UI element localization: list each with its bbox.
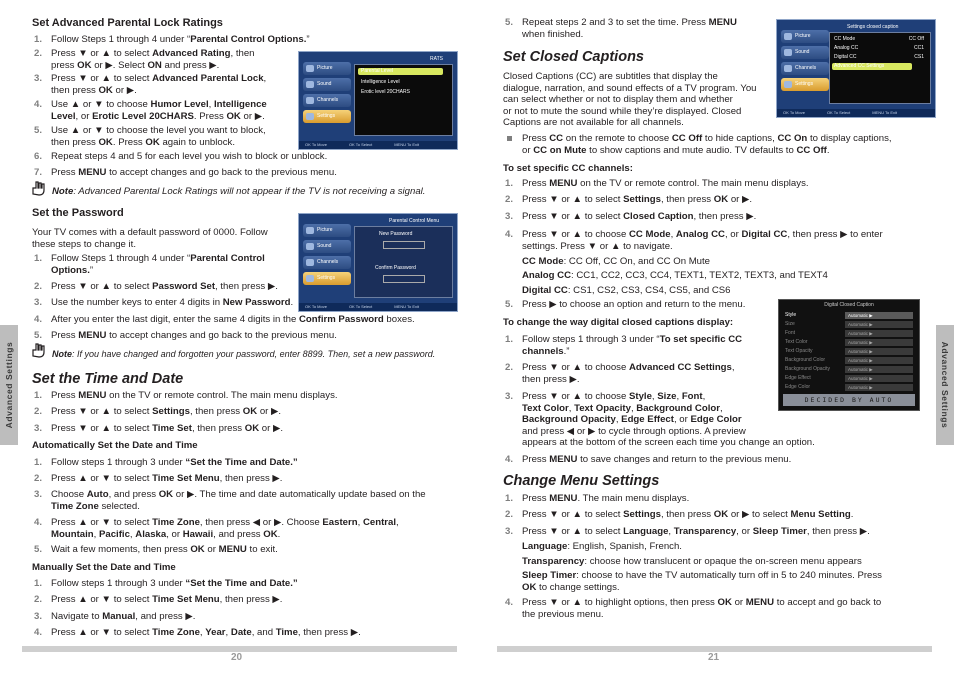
step-text: Follow Steps 1 through 4 under “Parental Control Options.” (51, 34, 310, 45)
dcc-option-label: Background Color (785, 357, 826, 363)
step-text: Press ▼ or ▲ to choose Advanced CC Settings, then press ▶. (522, 362, 735, 385)
step-number: 2. (34, 48, 43, 59)
step-number: 4. (505, 454, 514, 465)
step-text: Navigate to Manual, and press ▶. (51, 611, 196, 622)
step-text: Press ▼ or ▲ to select Closed Caption, then press ▶. (522, 211, 757, 222)
option-line: Language: English, Spanish, French. (522, 541, 682, 552)
step-number: 3. (34, 423, 43, 434)
dcc-option-value: Automatic ▶ (845, 312, 913, 319)
step-number: 4. (34, 99, 43, 110)
step-number: 1. (34, 457, 43, 468)
cc-bullet: Press CC on the remote to choose CC Off to hide captions, CC On to display captions, or CC on Mute to show captions and mute audio. TV defaults to CC Off. (522, 133, 892, 156)
step-text: Press ▲ or ▼ to select Time Zone, then press ◀ or ▶. Choose Eastern, Central, Mountain, Pacific, Alaska, or Hawaii, and press OK. (51, 517, 399, 540)
note-parental: Note: Advanced Parental Lock Ratings will not appear if the TV is not receiving a signal. (52, 186, 426, 197)
step-text: Use ▲ or ▼ to choose Humor Level, Intelligence Level, or Erotic Level 20CHARS. Press OK or ▶. (51, 99, 267, 122)
step-number: 4. (505, 229, 514, 240)
note-password: Note: If you have changed and forgotten your password, enter 8899. Then, set a new password. (52, 349, 436, 359)
step-number: 3. (34, 611, 43, 622)
step-number: 2. (505, 194, 514, 205)
step-text: Choose Auto, and press OK or ▶. The time and date automatically update based on the Time Zone selected. (51, 489, 426, 512)
dcc-option-value: Automatic ▶ (845, 330, 913, 337)
step-text: Press MENU to accept changes and go back to the previous menu. (51, 167, 337, 178)
step-text: Press ▼ or ▲ to select Password Set, then press ▶. (51, 281, 278, 292)
note-hand-icon (31, 180, 49, 198)
screenshot-digital-cc: Digital Closed Caption Style Automatic ▶ Size Automatic ▶ Font Automatic ▶ Text Color Automatic ▶ Text Opacity Automatic ▶ Background Color Automatic ▶ Background Opacity Automatic ▶ Edge Effect Automatic ▶ Edge Color Automatic ▶ DECIDED BY AUTO (778, 299, 920, 411)
step-number: 3. (505, 526, 514, 537)
dcc-option-label: Edge Effect (785, 375, 811, 381)
step-text: Press MENU on the TV or remote control. The main menu displays. (51, 390, 338, 401)
screenshot-password: Parental Control Menu Picture Sound Channels Settings New Password Confirm Password OK To Move OK To Select MENU To Exit (298, 213, 458, 312)
password-intro: Your TV comes with a default password of 0000. Follow these steps to change it. (32, 227, 268, 250)
screenshot-advanced-rating: RATS Picture Sound Channels Settings Parental Level Intelligence Level Erotic level 20CHARS OK To Move OK To Select MENU To Exit (298, 51, 458, 150)
option-line: Digital CC: CS1, CS2, CS3, CS4, CS5, and CS6 (522, 285, 731, 296)
step-number: 2. (34, 594, 43, 605)
step-text: Press MENU. The main menu displays. (522, 493, 690, 504)
step-text: Press ▶ to choose an option and return to the menu. (522, 299, 746, 310)
step-number: 3. (34, 297, 43, 308)
dcc-option-label: Edge Color (785, 384, 811, 390)
step-number: 3. (505, 211, 514, 222)
subsection-auto: Automatically Set the Date and Time (32, 440, 198, 451)
step-text: Follow steps 1 through 3 under “Set the Time and Date.” (51, 578, 298, 589)
section-title-menu-settings: Change Menu Settings (503, 473, 660, 489)
step-number: 4. (505, 597, 514, 608)
step-number: 7. (34, 167, 43, 178)
subsection-digital-cc: To change the way digital closed captions display: (503, 317, 734, 328)
dcc-option-label: Style (785, 312, 797, 318)
dcc-option-value: Automatic ▶ (845, 348, 913, 355)
step-number: 3. (505, 391, 514, 402)
bullet-icon (507, 136, 512, 141)
step-number: 5. (34, 330, 43, 341)
step-number: 1. (34, 253, 43, 264)
dcc-option-value: Automatic ▶ (845, 321, 913, 328)
step-text: After you enter the last digit, enter the same 4 digits in the Confirm Password boxes. (51, 314, 415, 325)
cc-intro: Closed Captions (CC) are subtitles that display the dialogue, narration, and sound effects of a TV program. You can select whether or not to display them and whether or not to mute the sound while they’re displayed. Closed Captions are not available for all channels. (503, 71, 757, 128)
step-text: Press ▼ or ▲ to choose Style, Size, Font, Text Color, Text Opacity, Background Color, Background Opacity, Edge Effect, or Edge Color and press ◀ or ▶ to cycle through options. A preview appears at the bottom of the screen each time you change an option. (522, 391, 815, 448)
step-text: Follow steps 1 through 3 under “Set the Time and Date.” (51, 457, 298, 468)
step-text: Press ▼ or ▲ to select Settings, then press OK or ▶. (51, 406, 282, 417)
step-number: 1. (34, 34, 43, 45)
dcc-option-value: Automatic ▶ (845, 384, 913, 391)
section-title-closed-captions: Set Closed Captions (503, 49, 644, 65)
dcc-option-label: Text Opacity (785, 348, 813, 354)
step-text: Press ▼ or ▲ to select Settings, then press OK or ▶. (522, 194, 753, 205)
step-text: Repeat steps 2 and 3 to set the time. Press MENU when finished. (522, 17, 737, 40)
step-text: Press ▼ or ▲ to select Advanced Rating, then press OK or ▶. Select ON and press ▶. (51, 48, 255, 71)
screenshot-closed-caption: Settings closed caption Picture Sound Channels Settings CC Mode CC Off Analog CC CC1 Digital CC CS1 Advanced CC Settings OK To Move OK To Select MENU To Exit (776, 19, 936, 118)
section-title-parental-lock: Set Advanced Parental Lock Ratings (32, 17, 223, 29)
step-text: Press ▼ or ▲ to select Settings, then press OK or ▶ to select Menu Setting. (522, 509, 854, 520)
step-text: Use ▲ or ▼ to choose the level you want to block, then press OK. Press OK again to unblock. (51, 125, 266, 148)
step-number: 2. (34, 281, 43, 292)
step-number: 5. (505, 17, 514, 28)
subsection-manual: Manually Set the Date and Time (32, 562, 176, 573)
step-number: 3. (34, 489, 43, 500)
step-text: Press MENU on the TV or remote control. The main menu displays. (522, 178, 809, 189)
step-number: 4. (34, 627, 43, 638)
note-hand-icon (31, 342, 49, 360)
dcc-option-label: Background Opacity (785, 366, 831, 372)
dcc-option-label: Text Color (785, 339, 808, 345)
step-text: Press ▲ or ▼ to select Time Zone, Year, Date, and Time, then press ▶. (51, 627, 361, 638)
step-number: 2. (34, 406, 43, 417)
dcc-option-value: Automatic ▶ (845, 357, 913, 364)
step-number: 1. (34, 390, 43, 401)
step-number: 1. (34, 578, 43, 589)
section-title-password: Set the Password (32, 207, 124, 219)
step-number: 1. (505, 493, 514, 504)
step-number: 1. (505, 178, 514, 189)
step-number: 2. (505, 509, 514, 520)
dcc-option-label: Font (785, 330, 796, 336)
step-number: 4. (34, 314, 43, 325)
step-number: 5. (505, 299, 514, 310)
step-text: Follow Steps 1 through 4 under “Parental Control Options.” (51, 253, 265, 276)
step-number: 2. (505, 362, 514, 373)
step-text: Press ▼ or ▲ to select Time Set, then press OK or ▶. (51, 423, 284, 434)
step-text: Press MENU to save changes and return to the previous menu. (522, 454, 792, 465)
step-number: 5. (34, 125, 43, 136)
subsection-cc-channels: To set specific CC channels: (503, 163, 633, 174)
dcc-option-value: Automatic ▶ (845, 366, 913, 373)
step-text: Repeat steps 4 and 5 for each level you wish to block or unblock. (51, 151, 328, 162)
step-text: Follow steps 1 through 3 under “To set specific CC channels.” (522, 334, 743, 357)
dcc-option-value: Automatic ▶ (845, 375, 913, 382)
option-line: CC Mode: CC Off, CC On, and CC On Mute (522, 256, 711, 267)
step-text: Press MENU to accept changes and go back to the previous menu. (51, 330, 337, 341)
step-text: Press ▼ or ▲ to choose CC Mode, Analog CC, or Digital CC, then press ▶ to enter settings. Press ▼ or ▲ to navigate. (522, 229, 883, 252)
step-text: Press ▲ or ▼ to select Time Set Menu, then press ▶. (51, 594, 283, 605)
section-title-time-date: Set the Time and Date (32, 371, 184, 387)
step-number: 2. (34, 473, 43, 484)
step-number: 3. (34, 73, 43, 84)
option-line: Transparency: choose how translucent or opaque the on-screen menu appears (522, 556, 862, 567)
option-line: Analog CC: CC1, CC2, CC3, CC4, TEXT1, TEXT2, TEXT3, and TEXT4 (522, 270, 828, 281)
option-line: Sleep Timer: choose to have the TV automatically turn off in 5 to 240 minutes. Press OK to change settings. (522, 570, 882, 593)
dcc-option-label: Size (785, 321, 795, 327)
step-text: Press ▼ or ▲ to highlight options, then press OK or MENU to accept and go back to the previous menu. (522, 597, 882, 620)
step-number: 4. (34, 517, 43, 528)
side-tab-label-right: Advanced Settings (940, 341, 950, 429)
step-text: Press ▼ or ▲ to select Advanced Parental Lock, then press OK or ▶. (51, 73, 267, 96)
side-tab-label-left: Advanced Settings (4, 341, 14, 429)
step-number: 5. (34, 544, 43, 555)
step-text: Press ▲ or ▼ to select Time Set Menu, then press ▶. (51, 473, 283, 484)
step-number: 6. (34, 151, 43, 162)
dcc-option-value: Automatic ▶ (845, 339, 913, 346)
step-text: Press ▼ or ▲ to select Language, Transparency, or Sleep Timer, then press ▶. (522, 526, 870, 537)
step-text: Use the number keys to enter 4 digits in New Password. (51, 297, 294, 308)
step-text: Wait a few moments, then press OK or MENU to exit. (51, 544, 278, 555)
page-number-right: 21 (708, 652, 720, 663)
page-number-left: 20 (231, 652, 243, 663)
step-number: 1. (505, 334, 514, 345)
